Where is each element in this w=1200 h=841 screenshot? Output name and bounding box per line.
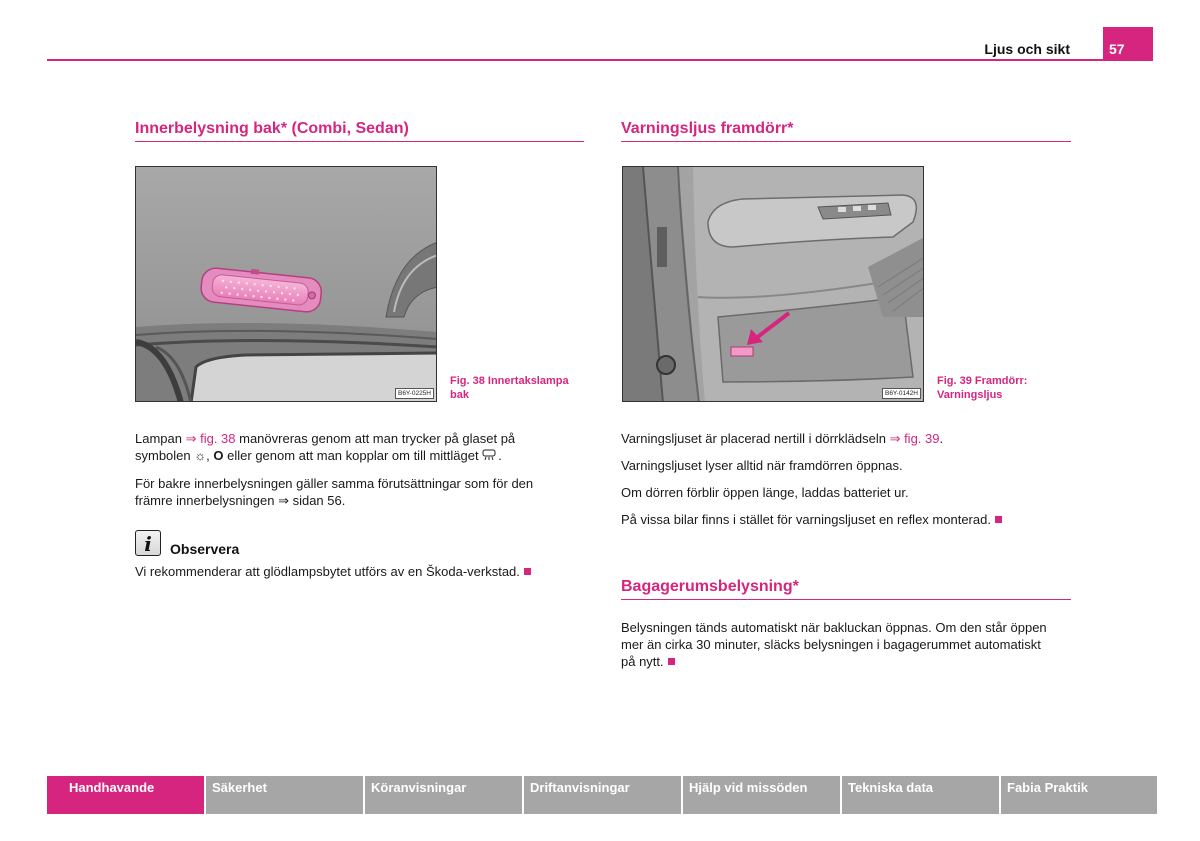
figure-code: B6Y-0225H: [395, 388, 434, 399]
paragraph-battery: Om dörren förblir öppen länge, laddas batteriet ur.: [621, 485, 909, 500]
fig-39-link[interactable]: ⇒ fig. 39: [889, 431, 940, 446]
door-contact-symbol-icon: [482, 448, 498, 463]
note-text: Vi rekommenderar att glödlampsbytet utförs av en Škoda-verkstad.: [135, 563, 595, 580]
end-marker-icon: [524, 568, 531, 575]
paragraph-reflex: På vissa bilar finns i stället för varningsljuset en reflex monterad.: [621, 511, 1081, 528]
tab-sakerhet[interactable]: Säkerhet: [206, 776, 363, 814]
light-on-symbol-icon: ☼: [194, 448, 207, 463]
page-number: 57: [1103, 27, 1153, 60]
paragraph-rear-conditions: För bakre innerbelysningen gäller samma förutsättningar som för den främre innerbelysningen ⇒ sidan 56.: [135, 476, 534, 508]
end-marker-icon: [995, 516, 1002, 523]
heading-rear-interior-light: Innerbelysning bak* (Combi, Sedan): [135, 120, 584, 142]
paragraph-lamp-operation: Lampan ⇒ fig. 38 manövreras genom att man trycker på glaset på symbolen ☼, O eller genom att man kopplar om till mittläget .: [135, 431, 516, 463]
tab-handhavande[interactable]: Handhavande: [47, 776, 204, 814]
tab-driftanvisningar[interactable]: Driftanvisningar: [524, 776, 681, 814]
figure-39-front-door: [622, 166, 924, 402]
figure-39-caption: Fig. 39 Framdörr: Varningsljus: [937, 375, 1028, 401]
section-title: Ljus och sikt: [984, 41, 1070, 57]
header-divider: [47, 59, 1153, 61]
info-note-icon: i: [135, 530, 161, 556]
paragraph-luggage-light: Belysningen tänds automatiskt när bakluckan öppnas. Om den står öppen mer än cirka 30 minuter, släcks belysningen i bagagerummet automatiskt på nytt.: [621, 620, 1047, 669]
end-marker-icon: [668, 658, 675, 665]
fig-38-link[interactable]: ⇒ fig. 38: [185, 431, 236, 446]
tab-fabia-praktik[interactable]: Fabia Praktik: [1001, 776, 1157, 814]
figure-38-caption: Fig. 38 Innertakslampa bak: [450, 375, 569, 401]
tab-hjalp-vid-missoden[interactable]: Hjälp vid missöden: [683, 776, 840, 814]
figure-38-rear-ceiling-lamp: [135, 166, 437, 402]
tab-koranvisningar[interactable]: Köranvisningar: [365, 776, 522, 814]
paragraph-warning-always-on: Varningsljuset lyser alltid när framdörren öppnas.: [621, 458, 903, 473]
figure-code: B6Y-0142H: [882, 388, 921, 399]
page-56-link[interactable]: främre innerbelysningen ⇒ sidan 56.: [135, 493, 346, 508]
heading-luggage-light: Bagagerumsbelysning*: [621, 578, 1071, 600]
heading-door-warning-light: Varningsljus framdörr*: [621, 120, 1071, 142]
footer-nav: [47, 776, 1157, 814]
paragraph-warning-location: Varningsljuset är placerad nertill i dörrklädseln ⇒ fig. 39.: [621, 431, 944, 446]
tab-tekniska-data[interactable]: Tekniska data: [842, 776, 999, 814]
note-title: Observera: [170, 541, 240, 557]
